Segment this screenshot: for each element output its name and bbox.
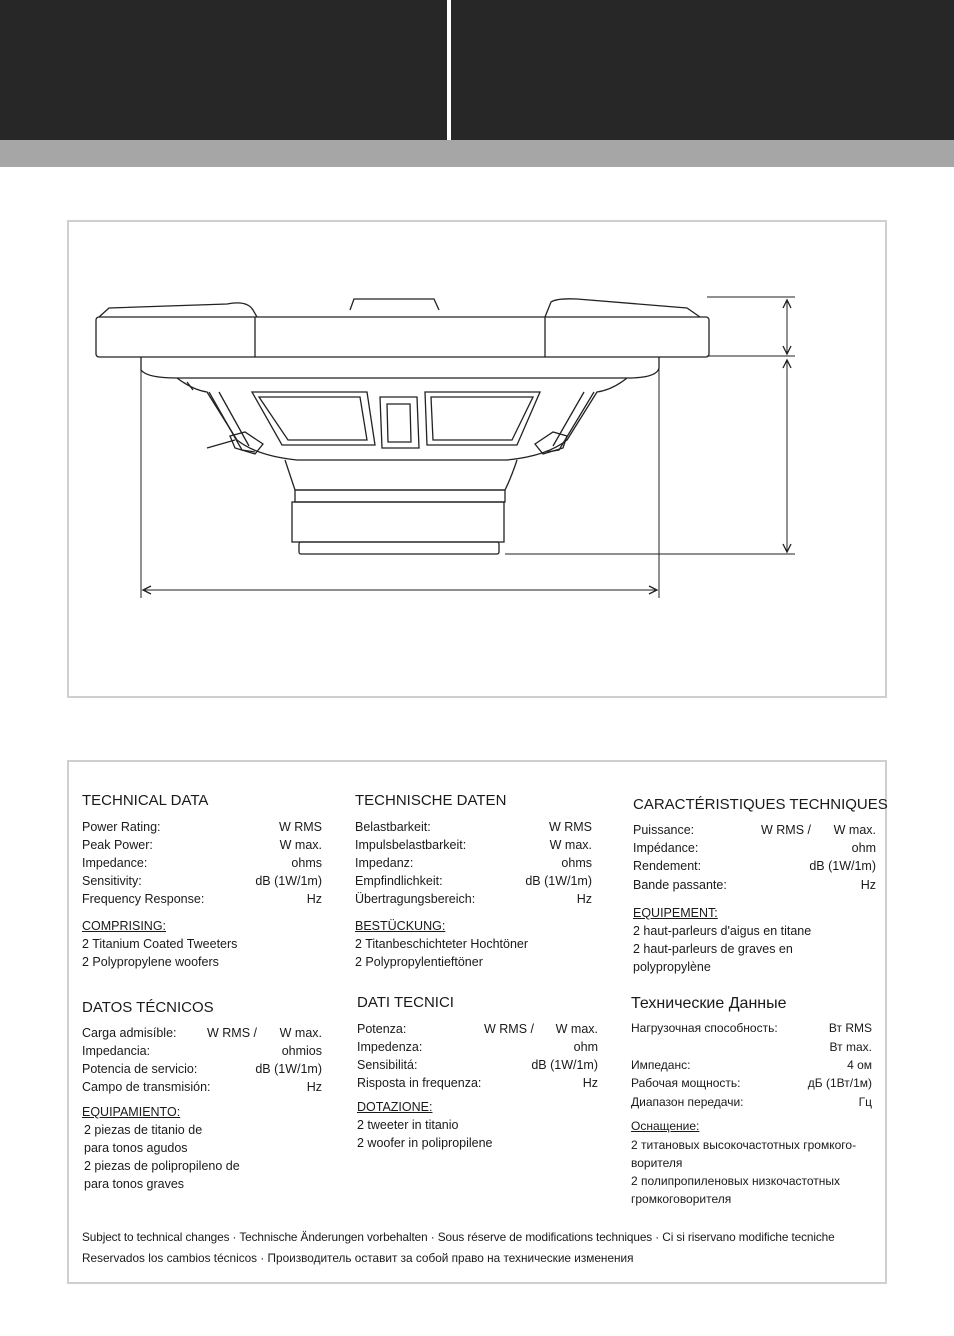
comprising-item: 2 титановых высокочастотных громкого-: [631, 1138, 857, 1152]
comprising-item: ворителя: [631, 1156, 683, 1170]
spec-unit: W max.: [279, 1026, 322, 1040]
spec-unit: W max.: [833, 823, 876, 837]
spec-title-it: DATI TECNICI: [357, 994, 454, 1011]
spec-label: Impedanz:: [355, 856, 414, 870]
spec-unit: дБ (1Вт/1м): [807, 1076, 872, 1090]
spec-unit: ohm: [851, 841, 876, 855]
footer-disclaimer-line1: Subject to technical changes · Technische Änderungen vorbehalten · Sous réserve de modifications techniques · Ci si riservano modifiche tecniche: [82, 1230, 835, 1244]
spec-title-ru: Технические Данные: [631, 995, 787, 1012]
spec-unit: Вт RMS: [828, 1021, 872, 1035]
spec-unit-rms: W RMS /: [761, 823, 811, 837]
comprising-item: 2 piezas de polipropileno de: [84, 1159, 240, 1173]
spec-unit: Hz: [306, 892, 322, 906]
spec-unit: W RMS: [548, 820, 592, 834]
spec-title-de: TECHNISCHE DATEN: [355, 792, 507, 809]
spec-unit: ohms: [291, 856, 322, 870]
comprising-item: 2 woofer in polipropilene: [357, 1136, 493, 1150]
spec-label: Puissance:: [633, 823, 695, 837]
comprising-item: 2 Titanbeschichteter Hochtöner: [355, 937, 529, 951]
comprising-title-es: EQUIPAMIENTO:: [82, 1105, 181, 1119]
spec-label: Frequency Response:: [82, 892, 205, 906]
spec-label: Risposta in frequenza:: [357, 1076, 482, 1090]
header-block-right: [451, 0, 954, 140]
spec-unit-rms: W RMS /: [207, 1026, 257, 1040]
spec-unit: W max.: [549, 838, 592, 852]
comprising-title-it: DOTAZIONE:: [357, 1100, 433, 1114]
spec-unit: W max.: [279, 838, 322, 852]
spec-label: Диапазон передачи:: [631, 1095, 744, 1109]
spec-label: Rendement:: [633, 859, 702, 873]
comprising-title-de: BESTÜCKUNG:: [355, 919, 446, 933]
footer-disclaimer-line2: Reservados los cambios técnicos · Производитель оставит за собой право на технические изменения: [82, 1251, 634, 1265]
spec-unit: 4 ом: [847, 1058, 872, 1072]
spec-label: Нагрузочная способность:: [631, 1021, 778, 1035]
spec-unit-rms: W RMS /: [484, 1022, 534, 1036]
comprising-item: 2 Polypropylene woofers: [82, 955, 219, 969]
spec-unit: dB (1W/1m): [809, 859, 876, 873]
comprising-item: 2 Polypropylentieftöner: [355, 955, 483, 969]
comprising-item: 2 полипропиленовых низкочастотных: [631, 1174, 841, 1188]
spec-label: Power Rating:: [82, 820, 161, 834]
header-band: [0, 140, 954, 167]
spec-label: Potenza:: [357, 1022, 407, 1036]
spec-label: Empfindlichkeit:: [355, 874, 443, 888]
spec-unit: ohms: [561, 856, 592, 870]
spec-label: Impedenza:: [357, 1040, 423, 1054]
header-block-left: [0, 0, 447, 140]
spec-unit: dB (1W/1m): [525, 874, 592, 888]
spec-label: Рабочая мощность:: [631, 1076, 741, 1090]
spec-unit: Гц: [858, 1095, 872, 1109]
spec-label: Impedance:: [82, 856, 148, 870]
spec-label: Sensibilitá:: [357, 1058, 418, 1072]
comprising-item: polypropylène: [633, 960, 711, 974]
spec-label: Sensitivity:: [82, 874, 142, 888]
spec-title-es: DATOS TÉCNICOS: [82, 999, 214, 1016]
comprising-item: 2 piezas de titanio de: [84, 1123, 203, 1137]
comprising-item: 2 Titanium Coated Tweeters: [82, 937, 238, 951]
spec-label: Bande passante:: [633, 878, 727, 892]
spec-label: Belastbarkeit:: [355, 820, 431, 834]
comprising-item: para tonos graves: [84, 1177, 185, 1191]
comprising-item: 2 tweeter in titanio: [357, 1118, 459, 1132]
spec-label: Импеданс:: [631, 1058, 691, 1072]
spec-label: Impulsbelastbarkeit:: [355, 838, 467, 852]
spec-label: Impedancia:: [82, 1044, 151, 1058]
spec-label: Übertragungsbereich:: [355, 892, 476, 906]
spec-unit: dB (1W/1m): [255, 1062, 322, 1076]
spec-label: Peak Power:: [82, 838, 153, 852]
comprising-item: громкоговорителя: [631, 1192, 732, 1206]
comprising-item: 2 haut-parleurs de graves en: [633, 942, 793, 956]
spec-unit: dB (1W/1m): [255, 874, 322, 888]
comprising-item: 2 haut-parleurs d'aigus en titane: [633, 924, 812, 938]
spec-unit: Hz: [306, 1080, 322, 1094]
spec-unit: W RMS: [278, 820, 322, 834]
spec-unit: Hz: [582, 1076, 598, 1090]
spec-unit: W max.: [555, 1022, 598, 1036]
spec-label: Impédance:: [633, 841, 699, 855]
comprising-item: para tonos agudos: [84, 1141, 188, 1155]
spec-title-en: TECHNICAL DATA: [82, 792, 209, 809]
comprising-title-ru: Оснащение:: [631, 1119, 700, 1133]
comprising-title-en: COMPRISING:: [82, 919, 167, 933]
spec-unit: Hz: [576, 892, 592, 906]
spec-unit: ohmios: [281, 1044, 322, 1058]
spec-title-fr: CARACTÉRISTIQUES TECHNIQUES: [633, 796, 888, 813]
speaker-side-view-diagram: [67, 220, 887, 698]
spec-unit: dB (1W/1m): [531, 1058, 598, 1072]
spec-unit: Hz: [860, 878, 876, 892]
spec-label: Potencia de servicio:: [82, 1062, 198, 1076]
spec-unit: Вт max.: [829, 1040, 872, 1054]
spec-label: Campo de transmisión:: [82, 1080, 211, 1094]
spec-unit: ohm: [573, 1040, 598, 1054]
comprising-title-fr: EQUIPEMENT:: [633, 906, 718, 920]
spec-label: Carga admisíble:: [82, 1026, 177, 1040]
